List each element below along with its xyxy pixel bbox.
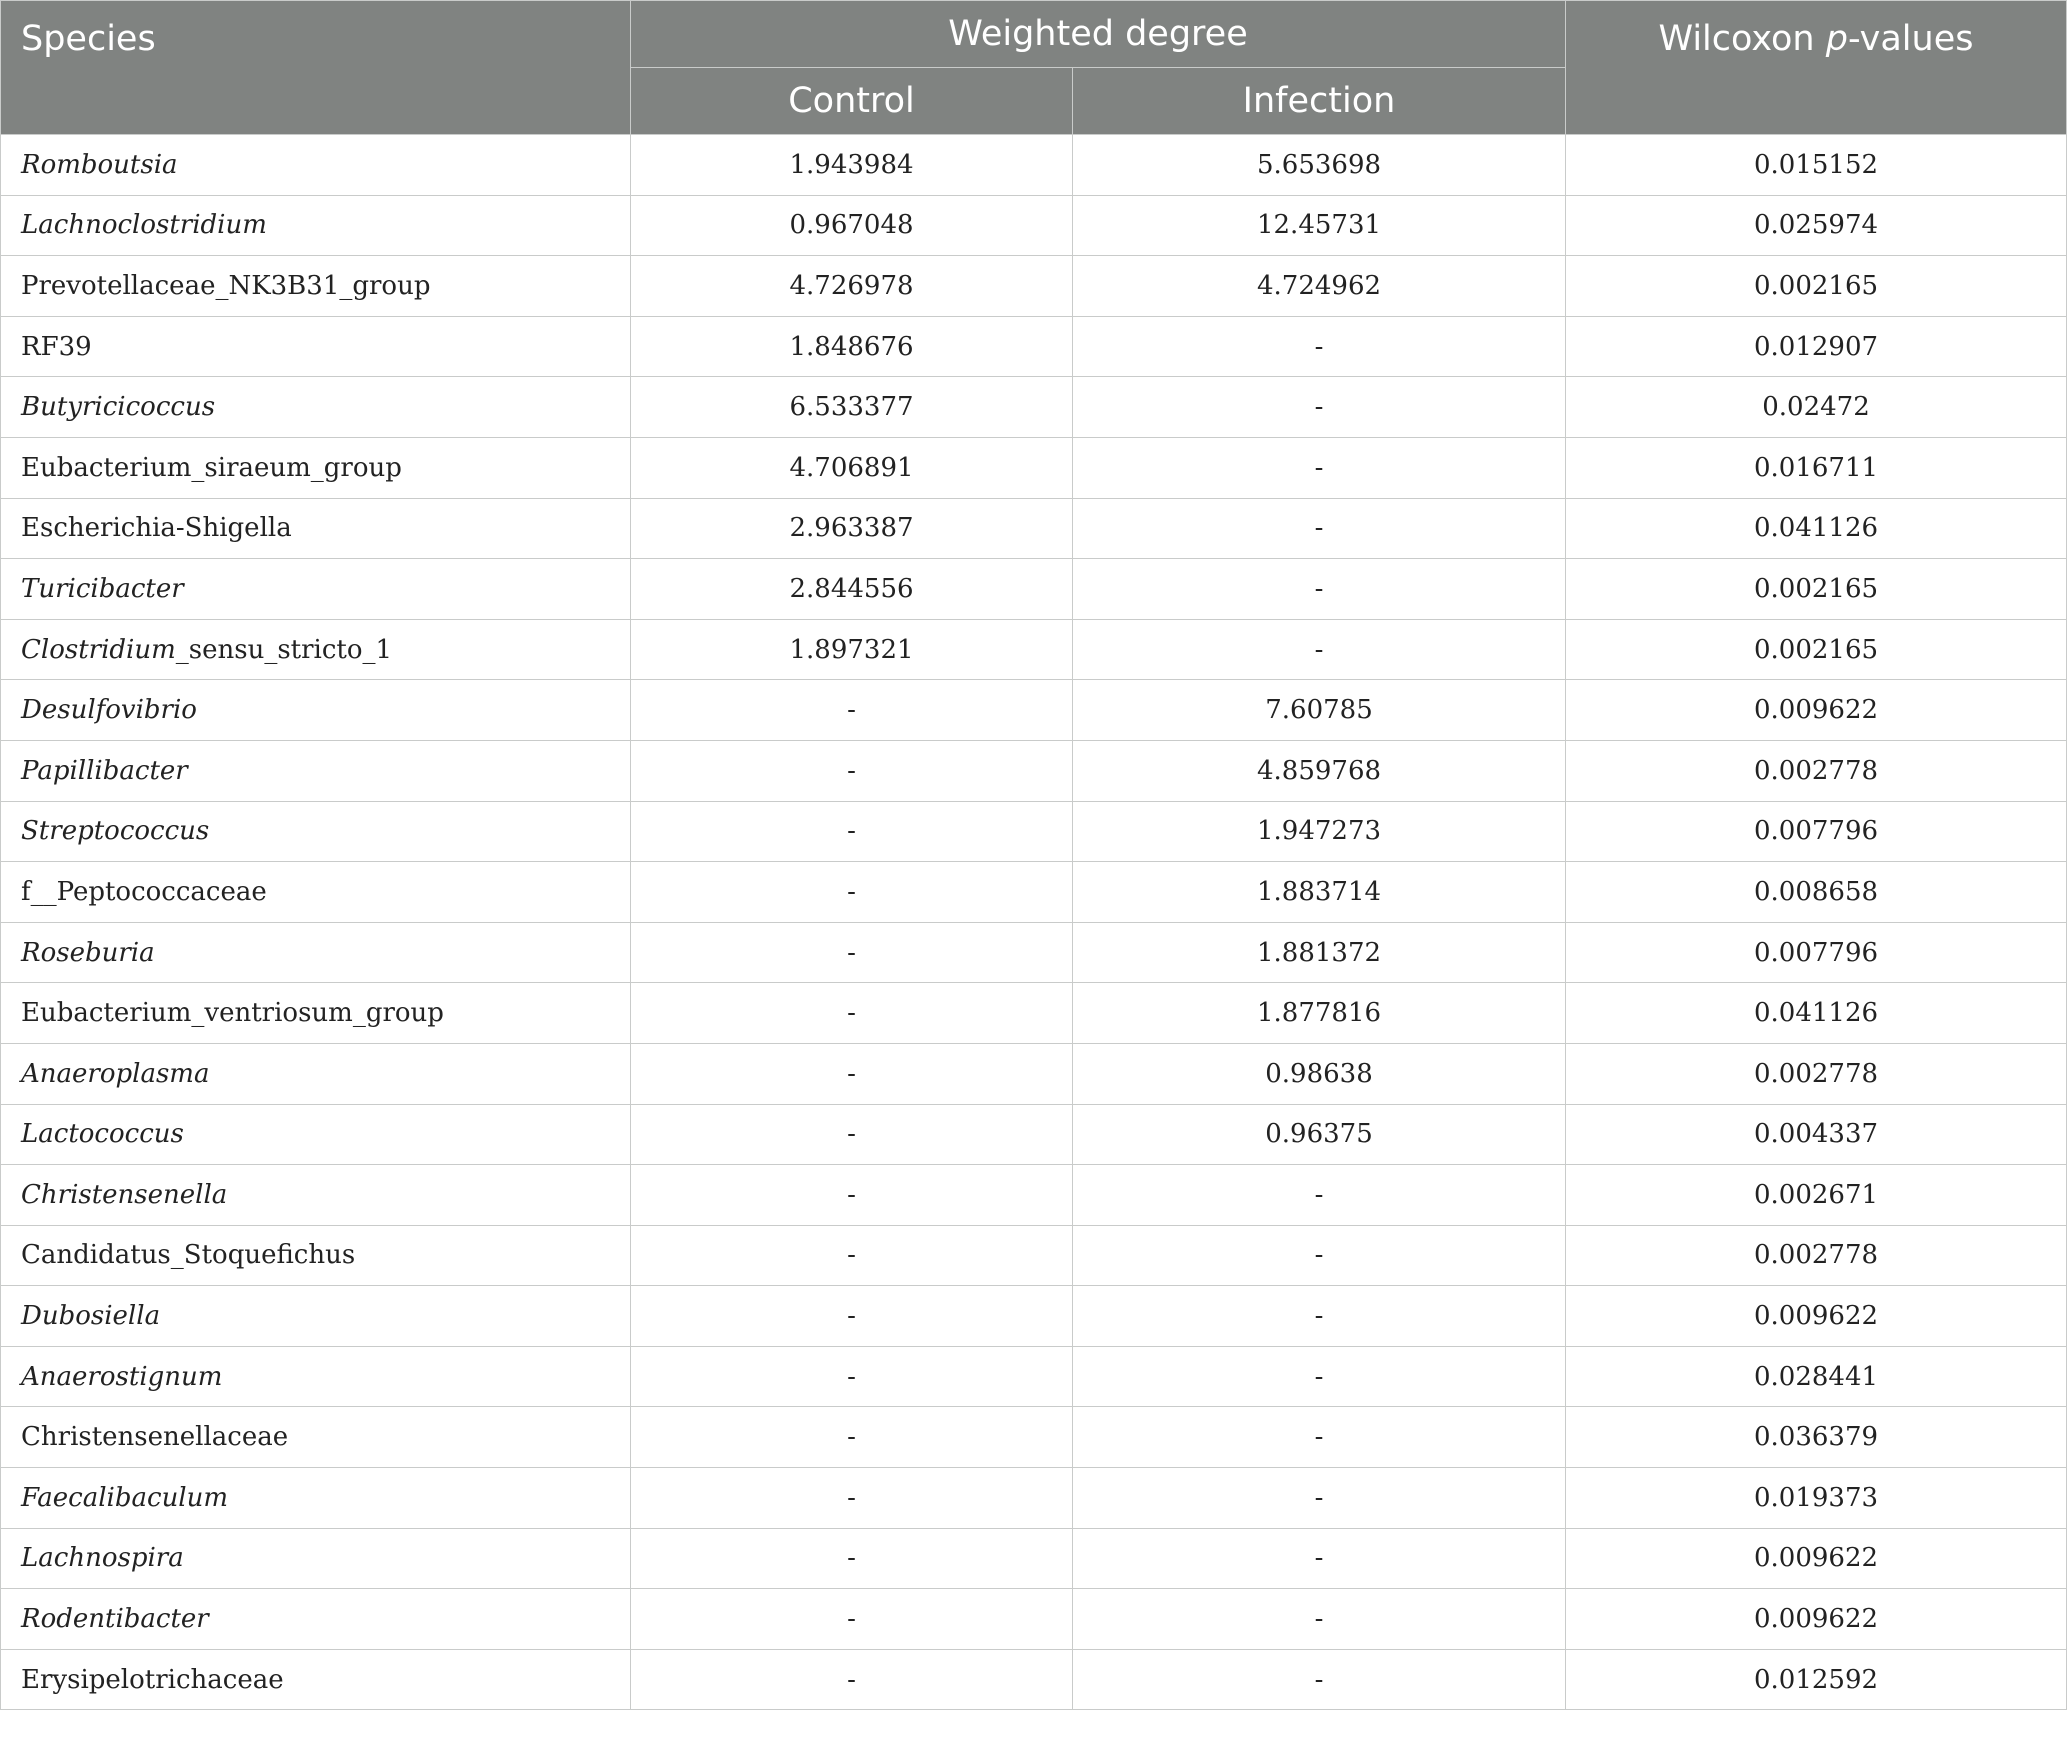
pvalue-cell: 0.002671 [1566,1165,2067,1226]
control-value-cell: - [631,1286,1073,1347]
infection-value-cell: - [1073,619,1566,680]
control-column-header: Control [631,68,1073,135]
control-value-cell: 4.706891 [631,437,1073,498]
species-cell: f__Peptococcaceae [1,862,631,923]
header-row-1 [1,1,2067,68]
pvalue-header-suffix: -values [1847,19,1974,59]
pvalue-cell: 0.009622 [1566,1286,2067,1347]
infection-value-cell: - [1073,1346,1566,1407]
infection-value-cell: - [1073,1165,1566,1226]
control-value-cell: - [631,1468,1073,1529]
table-row [1,922,2067,983]
control-value-cell: - [631,1104,1073,1165]
infection-value-cell: - [1073,316,1566,377]
infection-value-cell: - [1073,1528,1566,1589]
table-row [1,377,2067,438]
control-value-cell: 4.726978 [631,256,1073,317]
infection-value-cell: 1.877816 [1073,983,1566,1044]
pvalue-cell: 0.041126 [1566,498,2067,559]
pvalue-cell: 0.02472 [1566,377,2067,438]
control-value-cell: 6.533377 [631,377,1073,438]
pvalue-cell: 0.009622 [1566,1589,2067,1650]
table-row [1,619,2067,680]
species-cell: Faecalibaculum [1,1468,631,1529]
infection-value-cell: 4.724962 [1073,256,1566,317]
infection-value-cell: 0.98638 [1073,1043,1566,1104]
species-cell: Eubacterium_siraeum_group [1,437,631,498]
species-column-header: Species [1,1,631,135]
table-row [1,195,2067,256]
species-cell: Christensenellaceae [1,1407,631,1468]
table-row [1,1286,2067,1347]
infection-value-cell: - [1073,1589,1566,1650]
table-row [1,1346,2067,1407]
infection-value-cell: - [1073,498,1566,559]
pvalue-cell: 0.016711 [1566,437,2067,498]
pvalue-cell: 0.007796 [1566,922,2067,983]
table-row [1,1225,2067,1286]
infection-value-cell: - [1073,1225,1566,1286]
infection-value-cell: - [1073,377,1566,438]
infection-value-cell: 1.947273 [1073,801,1566,862]
infection-value-cell: 4.859768 [1073,740,1566,801]
species-cell: Erysipelotrichaceae [1,1649,631,1710]
infection-value-cell: - [1073,1649,1566,1710]
table-row [1,1589,2067,1650]
infection-column-header: Infection [1073,68,1566,135]
control-value-cell: - [631,1589,1073,1650]
control-value-cell: - [631,1043,1073,1104]
pvalue-cell: 0.004337 [1566,1104,2067,1165]
table-row [1,437,2067,498]
pvalue-cell: 0.025974 [1566,195,2067,256]
infection-value-cell: 1.881372 [1073,922,1566,983]
species-cell: Streptococcus [1,801,631,862]
table-row [1,1649,2067,1710]
control-value-cell: 1.848676 [631,316,1073,377]
table-row [1,862,2067,923]
species-cell: Dubosiella [1,1286,631,1347]
pvalue-cell: 0.009622 [1566,1528,2067,1589]
pvalue-cell: 0.002778 [1566,740,2067,801]
infection-value-cell: 7.60785 [1073,680,1566,741]
table-row [1,135,2067,196]
species-cell: RF39 [1,316,631,377]
pvalue-cell: 0.002778 [1566,1043,2067,1104]
control-value-cell: - [631,862,1073,923]
pvalue-cell: 0.041126 [1566,983,2067,1044]
control-value-cell: - [631,1528,1073,1589]
infection-value-cell: 1.883714 [1073,862,1566,923]
table-row [1,1468,2067,1529]
species-cell: Escherichia-Shigella [1,498,631,559]
pvalue-cell: 0.008658 [1566,862,2067,923]
species-cell: Turicibacter [1,559,631,620]
species-name-rest-part: _sensu_stricto_1 [175,634,393,665]
species-cell: Anaerostignum [1,1346,631,1407]
pvalue-cell: 0.002778 [1566,1225,2067,1286]
control-value-cell: - [631,740,1073,801]
species-cell: Lactococcus [1,1104,631,1165]
infection-value-cell: 0.96375 [1073,1104,1566,1165]
species-cell: Lachnospira [1,1528,631,1589]
species-cell: Roseburia [1,922,631,983]
table-row [1,983,2067,1044]
pvalue-cell: 0.002165 [1566,559,2067,620]
table-row [1,498,2067,559]
control-value-cell: 0.967048 [631,195,1073,256]
species-cell: Rodentibacter [1,1589,631,1650]
species-cell: Romboutsia [1,135,631,196]
pvalue-cell: 0.007796 [1566,801,2067,862]
species-cell: Papillibacter [1,740,631,801]
pvalue-cell: 0.036379 [1566,1407,2067,1468]
control-value-cell: - [631,922,1073,983]
species-cell: Eubacterium_ventriosum_group [1,983,631,1044]
species-cell: Anaeroplasma [1,1043,631,1104]
infection-value-cell: - [1073,1407,1566,1468]
table-row [1,680,2067,741]
infection-value-cell: 5.653698 [1073,135,1566,196]
infection-value-cell: - [1073,437,1566,498]
table-row [1,256,2067,317]
control-value-cell: - [631,680,1073,741]
control-value-cell: - [631,983,1073,1044]
table-row [1,801,2067,862]
species-cell: Desulfovibrio [1,680,631,741]
table-row [1,559,2067,620]
infection-value-cell: - [1073,559,1566,620]
species-cell: Christensenella [1,1165,631,1226]
control-value-cell: 2.963387 [631,498,1073,559]
species-cell: Butyricicoccus [1,377,631,438]
table-body [1,135,2067,1710]
pvalue-cell: 0.009622 [1566,680,2067,741]
pvalue-cell: 0.028441 [1566,1346,2067,1407]
table-header [1,1,2067,135]
infection-value-cell: - [1073,1286,1566,1347]
control-value-cell: 1.943984 [631,135,1073,196]
table-row [1,1104,2067,1165]
control-value-cell: - [631,1225,1073,1286]
species-cell: Lachnoclostridium [1,195,631,256]
pvalue-cell: 0.002165 [1566,256,2067,317]
species-cell: Candidatus_Stoquefichus [1,1225,631,1286]
control-value-cell: - [631,1407,1073,1468]
pvalue-cell: 0.012907 [1566,316,2067,377]
pvalue-header-italic: p [1825,19,1848,59]
species-name-italic-part: Clostridium [21,634,176,665]
table-row [1,1165,2067,1226]
infection-value-cell: - [1073,1468,1566,1529]
table-row [1,316,2067,377]
weighted-degree-header: Weighted degree [631,1,1566,68]
pvalue-cell: 0.002165 [1566,619,2067,680]
species-cell: Prevotellaceae_NK3B31_group [1,256,631,317]
control-value-cell: - [631,1346,1073,1407]
species-cell [1,619,631,680]
pvalue-cell: 0.019373 [1566,1468,2067,1529]
pvalue-cell: 0.015152 [1566,135,2067,196]
infection-value-cell: 12.45731 [1073,195,1566,256]
table-row [1,1528,2067,1589]
control-value-cell: - [631,1649,1073,1710]
table-row [1,740,2067,801]
wilcoxon-pvalues-header [1566,1,2067,135]
control-value-cell: 1.897321 [631,619,1073,680]
pvalue-cell: 0.012592 [1566,1649,2067,1710]
table-row [1,1043,2067,1104]
control-value-cell: - [631,1165,1073,1226]
table-row [1,1407,2067,1468]
control-value-cell: 2.844556 [631,559,1073,620]
pvalue-header-prefix: Wilcoxon [1658,19,1826,59]
control-value-cell: - [631,801,1073,862]
